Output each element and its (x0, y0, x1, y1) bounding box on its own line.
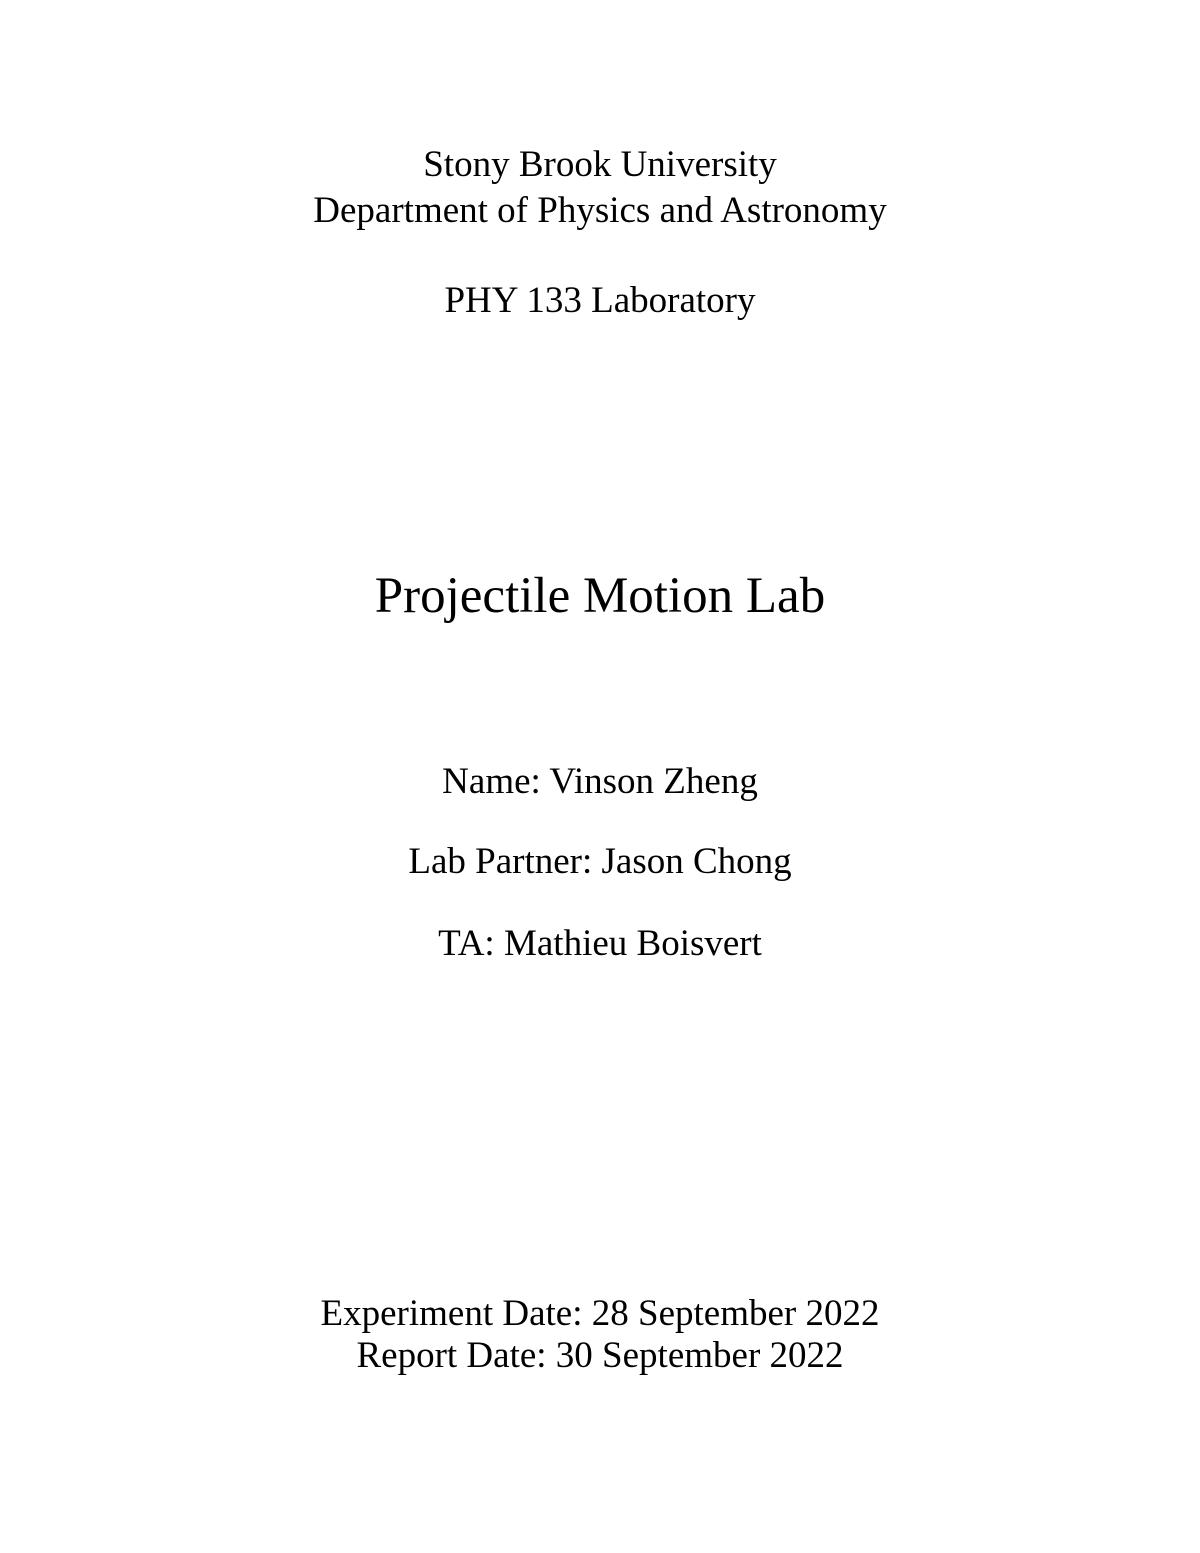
student-name: Name: Vinson Zheng (442, 761, 758, 802)
experiment-date: Experiment Date: 28 September 2022 (320, 1293, 880, 1334)
department-name: Department of Physics and Astronomy (313, 190, 887, 231)
report-title: Projectile Motion Lab (374, 568, 826, 624)
course-name: PHY 133 Laboratory (444, 280, 756, 321)
university-name: Stony Brook University (423, 144, 777, 185)
report-date: Report Date: 30 September 2022 (356, 1335, 844, 1376)
lab-partner: Lab Partner: Jason Chong (408, 841, 792, 882)
teaching-assistant: TA: Mathieu Boisvert (438, 923, 762, 964)
